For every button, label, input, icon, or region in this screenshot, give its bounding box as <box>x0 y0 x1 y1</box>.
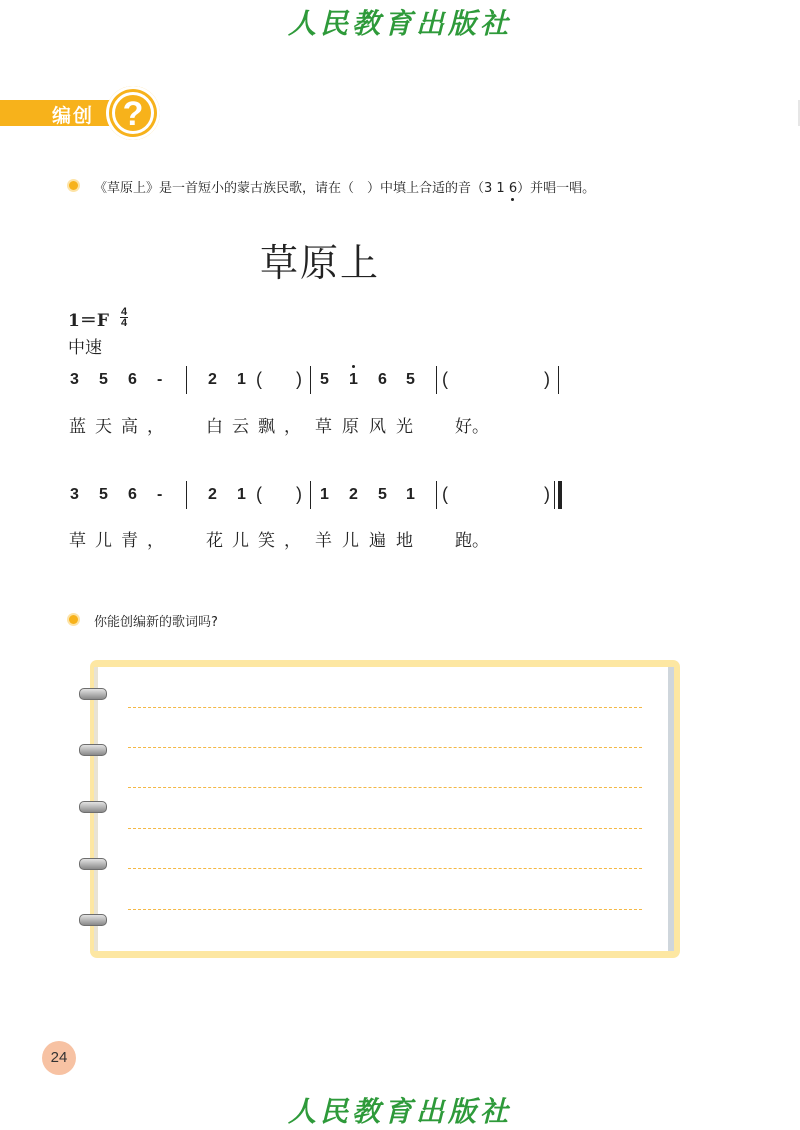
writing-line[interactable] <box>128 828 642 829</box>
writing-line[interactable] <box>128 707 642 708</box>
writing-line[interactable] <box>128 909 642 910</box>
lyric: 草儿青， <box>69 531 173 551</box>
barline <box>436 481 437 509</box>
key-signature: 1＝F <box>68 311 109 331</box>
high-octave-dot <box>352 365 355 368</box>
notebook-page-edge <box>668 667 674 951</box>
note: 1 <box>406 486 415 503</box>
barline <box>436 366 437 394</box>
blank-open: ( <box>442 484 448 504</box>
page-number: 24 <box>42 1041 76 1075</box>
bullet-icon <box>69 181 78 190</box>
final-barline-thin <box>554 481 555 509</box>
writing-line[interactable] <box>128 747 642 748</box>
note: 2 <box>349 486 358 503</box>
writing-line[interactable] <box>128 868 642 869</box>
note: 1 <box>237 371 246 388</box>
note: 1 <box>237 486 246 503</box>
blank-close: ) <box>296 484 302 504</box>
note: 6 <box>128 486 137 503</box>
blank-open: ( <box>256 484 262 504</box>
note: 3 <box>70 486 79 503</box>
blank-close: ) <box>296 369 302 389</box>
blank-open: ( <box>442 369 448 389</box>
song-title: 草原上 <box>260 241 381 285</box>
lyric: 跑。 <box>455 531 489 551</box>
note: 5 <box>99 486 108 503</box>
note: 1 <box>320 486 329 503</box>
lyric: 羊儿遍地 <box>315 531 423 551</box>
time-signature: 4 4 <box>120 306 128 329</box>
question-badge-icon <box>106 86 160 140</box>
tempo-marking: 中速 <box>68 338 102 358</box>
note: 2 <box>208 486 217 503</box>
lyric: 花儿笑， <box>206 531 310 551</box>
dash: - <box>157 371 163 388</box>
final-barline-thick <box>558 481 562 509</box>
note: 6 <box>128 371 137 388</box>
barline <box>186 481 187 509</box>
barline <box>310 481 311 509</box>
publisher-logo-bottom: 人民教育出版社 <box>287 1095 512 1128</box>
note: 6 <box>378 371 387 388</box>
note: 5 <box>406 371 415 388</box>
note: 5 <box>320 371 329 388</box>
writing-line[interactable] <box>128 787 642 788</box>
lyric: 白云飘， <box>206 417 310 437</box>
blank-close: ) <box>544 484 550 504</box>
bullet-icon <box>69 615 78 624</box>
binder-ring-icon <box>79 688 107 700</box>
lyric: 好。 <box>455 417 489 437</box>
section-title: 编创 <box>52 105 95 127</box>
binder-ring-icon <box>79 801 107 813</box>
note: 3 <box>70 371 79 388</box>
binder-ring-icon <box>79 914 107 926</box>
lyric: 蓝天高， <box>69 417 173 437</box>
blank-close: ) <box>544 369 550 389</box>
barline <box>310 366 311 394</box>
lyric: 草原风光 <box>315 417 423 437</box>
barline <box>558 366 559 394</box>
barline <box>186 366 187 394</box>
question-mark: ? <box>112 92 154 134</box>
blank-open: ( <box>256 369 262 389</box>
instruction-new-lyrics: 你能创编新的歌词吗? <box>94 615 218 630</box>
binder-ring-icon <box>79 858 107 870</box>
instruction-fill-notes: 《草原上》是一首短小的蒙古族民歌，请在（ ）中填上合适的音（3 1 6）并唱一唱。 <box>94 181 596 196</box>
note: 2 <box>208 371 217 388</box>
note: 5 <box>99 371 108 388</box>
publisher-logo-top: 人民教育出版社 <box>287 7 512 40</box>
dash: - <box>157 486 163 503</box>
note-high: 1 <box>349 371 358 388</box>
note: 5 <box>378 486 387 503</box>
binder-ring-icon <box>79 744 107 756</box>
